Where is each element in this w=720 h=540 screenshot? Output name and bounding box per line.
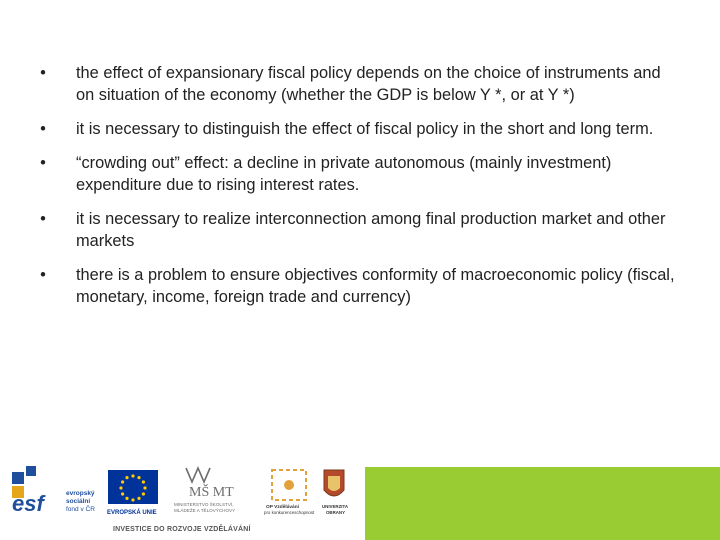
esf-brand: esf	[12, 491, 44, 516]
bullet-text: it is necessary to realize interconnection among final production market and other markets	[76, 210, 666, 250]
bullet-text: the effect of expansionary fiscal policy depends on the choice of instruments and on situation of the economy (whether the GDP is below Y *, or at Y *)	[76, 64, 661, 104]
footer-green-strip	[365, 467, 720, 540]
esf-line3: fond v ČR	[66, 506, 95, 513]
bullet-marker: •	[40, 154, 46, 172]
bullet-list	[33, 62, 683, 320]
esf-line2: sociální	[66, 498, 91, 505]
msmt-line1: MINISTERSTVO ŠKOLSTVÍ,	[174, 502, 234, 507]
bullet-marker: •	[40, 266, 46, 284]
esf-line1: evropský	[66, 490, 95, 497]
logo-bar	[8, 462, 360, 540]
op-logo	[264, 470, 315, 515]
op-line2: pro konkurenceschopnost	[264, 510, 315, 515]
bullet-text: “crowding out” effect: a decline in private autonomous (mainly investment) expenditure due to rising interest rates.	[76, 154, 612, 194]
bullet-item	[33, 208, 683, 252]
bullet-text: it is necessary to distinguish the effect of fiscal policy in the short and long term.	[76, 120, 654, 138]
logo-caption: INVESTICE DO ROZVOJE VZDĚLÁVÁNÍ	[113, 526, 251, 533]
bullet-item	[33, 118, 683, 140]
bullet-marker: •	[40, 120, 46, 138]
bullet-item	[33, 152, 683, 196]
msmt-logo	[174, 468, 235, 513]
bullet-text: there is a problem to ensure objectives conformity of macroeconomic policy (fiscal, monetary, income, foreign trade and currency)	[76, 266, 675, 306]
eu-label: EVROPSKÁ UNIE	[107, 510, 157, 516]
eu-logo	[107, 470, 158, 516]
msmt-line2: MLÁDEŽE A TĚLOVÝCHOVY	[174, 508, 236, 513]
university-line2: OBRANY	[326, 510, 346, 515]
bullet-marker: •	[40, 210, 46, 228]
msmt-brand: MŠ MT	[189, 485, 234, 500]
bullet-item	[33, 62, 683, 106]
university-logo	[322, 470, 349, 515]
bullet-marker: •	[40, 64, 46, 82]
bullet-item	[33, 264, 683, 308]
university-line1: UNIVERZITA	[322, 504, 349, 509]
op-line1: OP Vzdělávání	[266, 505, 299, 510]
logo-row	[8, 462, 360, 526]
esf-logo	[12, 466, 95, 516]
